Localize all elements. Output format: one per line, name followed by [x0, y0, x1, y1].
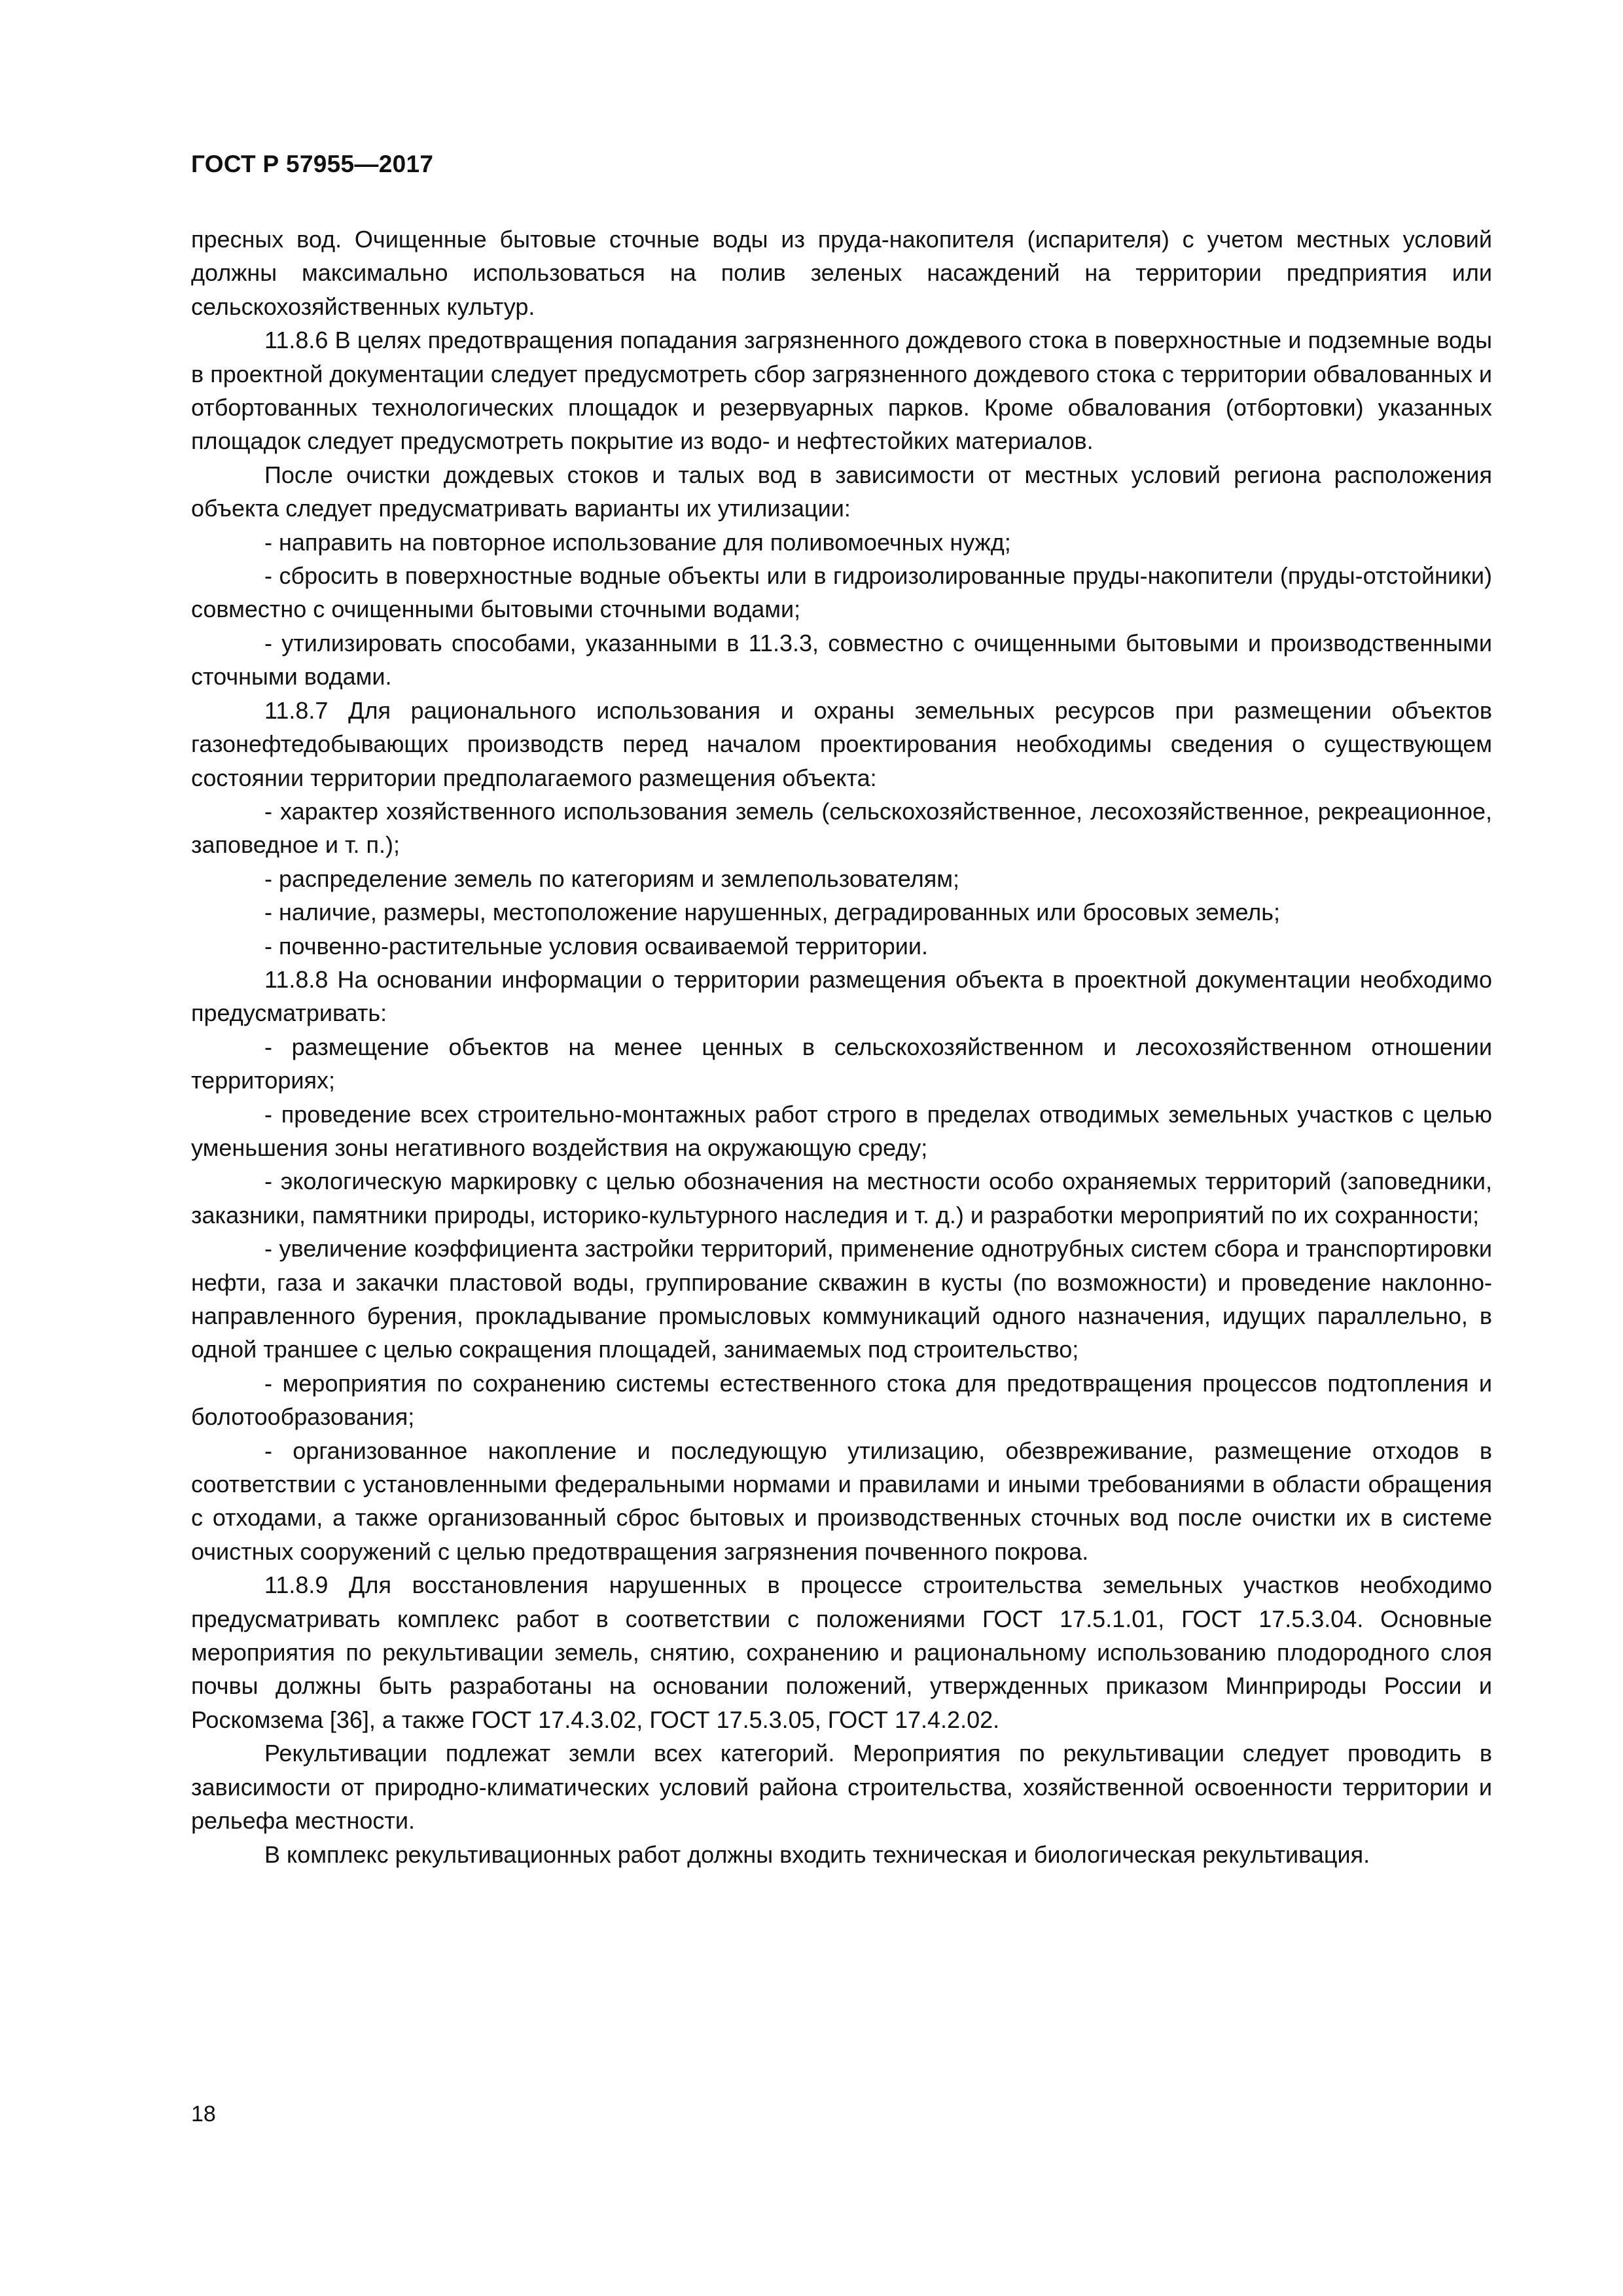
list-item: - организованное накопление и последующую утилизацию, обезвреживание, размещение отходов в соответствии с установленными федеральными нормами и правилами и иными требованиями в области обращения с отходами, а также организованный сброс бытовых и производственных сточных вод после очистки их в системе очистных сооружений с целью предотвращения загрязнения почвенного покрова. [191, 1437, 1492, 1565]
paragraph: 11.8.9 Для восстановления нарушенных в процессе строительства земельных участков необходимо предусматривать комплекс работ в соответствии с положениями ГОСТ 17.5.1.01, ГОСТ 17.5.3.04. Основные мероприятия по рекультивации земель, снятию, сохранению и рациональному использованию плодородного слоя почвы должны быть разработаны на основании положений, утвержденных приказом Минприроды России и Роскомзема [36], а также ГОСТ 17.4.3.02, ГОСТ 17.5.3.05, ГОСТ 17.4.2.02. [191, 1571, 1492, 1733]
paragraph: Рекультивации подлежат земли всех категорий. Мероприятия по рекультивации следует проводить в зависимости от природно-климатических условий района строительства, хозяйственной освоенности территории и рельефа местности. [191, 1740, 1492, 1835]
paragraph: После очистки дождевых стоков и талых вод в зависимости от местных условий региона расположения объекта следует предусматривать варианты их утилизации: [191, 461, 1492, 522]
paragraph: пресных вод. Очищенные бытовые сточные воды из пруда-накопителя (испарителя) с учетом местных условий должны максимально использоваться на полив зеленых насаждений на территории предприятия или сельскохозяйственных культур. [191, 226, 1492, 320]
list-item: - почвенно-растительные условия осваиваемой территории. [264, 932, 928, 960]
document-header: ГОСТ Р 57955—2017 [191, 151, 434, 177]
list-item: - увеличение коэффициента застройки территорий, применение однотрубных систем сбора и транспортировки нефти, газа и закачки пластовой воды, группирование скважин в кусты (по возможности) и проведение наклонно-направленного бурения, прокладывание промысловых коммуникаций одного назначения, идущих параллельно, в одной траншее с целью сокращения площадей, занимаемых под строительство; [191, 1235, 1492, 1363]
list-item: - мероприятия по сохранению системы естественного стока для предотвращения процессов подтопления и болотообразования; [191, 1369, 1492, 1431]
page-number: 18 [191, 2102, 216, 2126]
list-item: - экологическую маркировку с целью обозначения на местности особо охраняемых территорий (заповедники, заказники, памятники природы, историко-культурного наследия и т. д.) и разработки мероприятий по их сохранности; [191, 1168, 1492, 1229]
paragraph: В комплекс рекультивационных работ должны входить техническая и биологическая рекультивация. [264, 1840, 1370, 1868]
list-item: - наличие, размеры, местоположение нарушенных, деградированных или бросовых земель; [264, 899, 1281, 926]
paragraph: 11.8.7 Для рационального использования и охраны земельных ресурсов при размещении объектов газонефтедобывающих производств перед началом проектирования необходимы сведения о существующем состоянии территории предполагаемого размещения объекта: [191, 696, 1492, 791]
document-body [191, 223, 1492, 1871]
list-item: - характер хозяйственного использования земель (сельскохозяйственное, лесохозяйственное, рекреационное, заповедное и т. п.); [191, 797, 1492, 859]
paragraph: 11.8.6 В целях предотвращения попадания загрязненного дождевого стока в поверхностные и подземные воды в проектной документации следует предусмотреть сбор загрязненного дождевого стока с территории обвалованных и отбортованных технологических площадок и резервуарных парков. Кроме обвалования (отбортовки) указанных площадок следует предусмотреть покрытие из водо- и нефтестойких материалов. [191, 327, 1492, 455]
list-item: - проведение всех строительно-монтажных работ строго в пределах отводимых земельных участков с целью уменьшения зоны негативного воздействия на окружающую среду; [191, 1100, 1492, 1161]
list-item: - сбросить в поверхностные водные объекты или в гидроизолированные пруды-накопители (пруды-отстойники) совместно с очищенными бытовыми сточными водами; [191, 562, 1492, 623]
list-item: - размещение объектов на менее ценных в сельскохозяйственном и лесохозяйственном отношении территориях; [191, 1033, 1492, 1094]
list-item: - направить на повторное использование для поливомоечных нужд; [264, 528, 1011, 556]
paragraph: 11.8.8 На основании информации о территории размещения объекта в проектной документации необходимо предусматривать: [191, 965, 1492, 1027]
list-item: - утилизировать способами, указанными в 11.3.3, совместно с очищенными бытовыми и производственными сточными водами. [191, 629, 1492, 691]
list-item: - распределение земель по категориям и землепользователям; [264, 865, 959, 892]
